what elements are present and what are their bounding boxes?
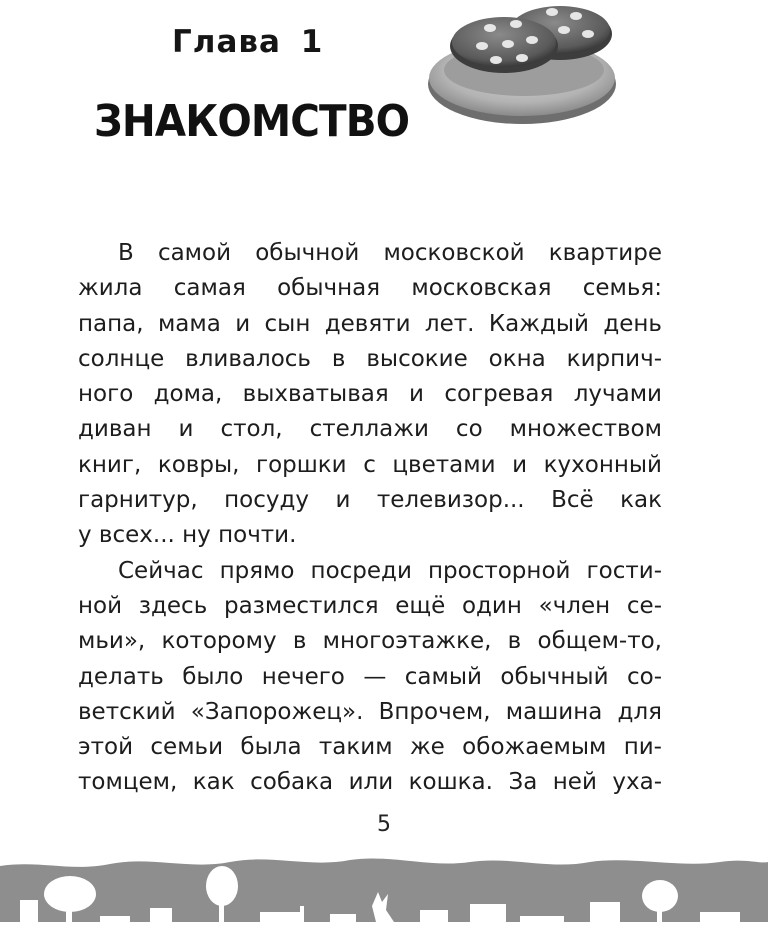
text-line: диван и стол, стеллажи со множеством xyxy=(78,416,662,443)
chapter-label: Глава 1 xyxy=(172,24,324,60)
text-line: делать было нечего — самый обычный со- xyxy=(78,663,662,690)
text-line: папа, мама и сын девяти лет. Каждый день xyxy=(78,310,662,337)
text-line: томцем, как собака или кошка. За ней уха- xyxy=(78,769,662,796)
text-line: этой семьи была таким же обожаемым пи- xyxy=(78,734,662,761)
text-line: жила самая обычная московская семья: xyxy=(78,275,662,302)
text-line: солнце вливалось в высокие окна кирпич- xyxy=(78,345,662,372)
text-line: мьи», которому в многоэтажке, в общем-то, xyxy=(78,628,662,655)
body-text xyxy=(78,236,662,801)
text-line: Сейчас прямо посреди просторной гости- xyxy=(118,557,662,584)
page-number: 5 xyxy=(377,812,391,837)
chapter-title: ЗНАКОМСТВО xyxy=(94,96,410,147)
city-skyline-silhouette xyxy=(0,846,768,930)
text-line: книг, ковры, горшки с цветами и кухонный xyxy=(78,451,662,478)
text-line: В самой обычной московской квартире xyxy=(118,240,662,266)
text-line: у всех... ну почти. xyxy=(78,522,297,549)
text-line: гарнитур, посуду и телевизор... Всё как xyxy=(78,487,662,514)
text-line: ной здесь разместился ещё один «член се- xyxy=(78,592,662,619)
sausage-sandwich-icon xyxy=(424,0,620,134)
text-line: ветский «Запорожец». Впрочем, машина для xyxy=(78,698,662,725)
text-line: ного дома, выхватывая и согревая лучами xyxy=(78,381,662,408)
